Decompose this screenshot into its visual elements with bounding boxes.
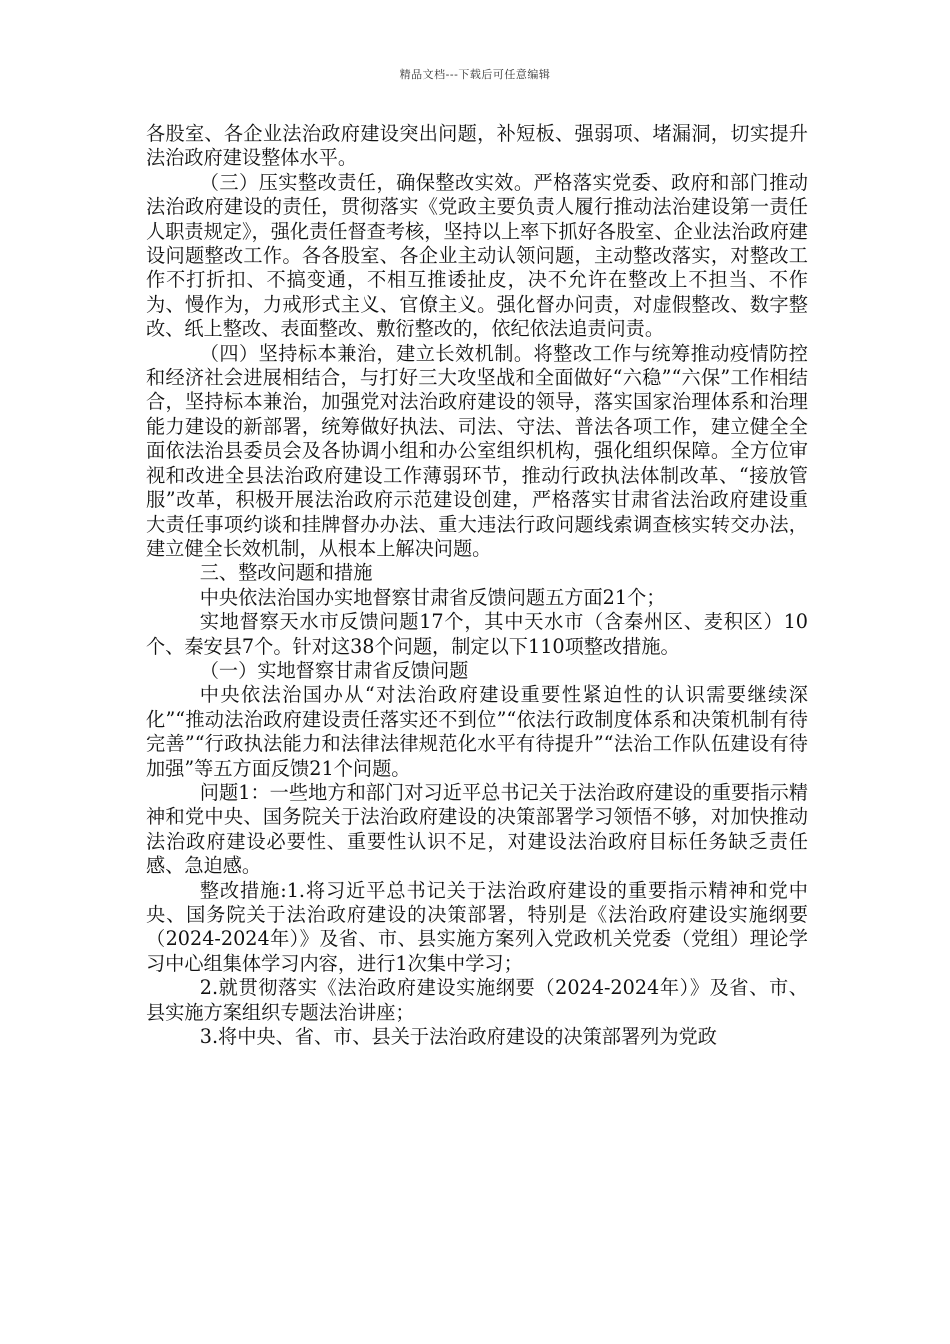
paragraph-measure-1: 整改措施:1.将习近平总书记关于法治政府建设的重要指示精神和党中央、国务院关于法治政府建设的决策部署，特别是《法治政府建设实施纲要（2024-2024年）》及省、市、县实施方案列入党政机关党委（党组）理论学习中心组集体学习内容，进行1次集中学习； [146, 878, 808, 975]
paragraph-section-4: （四）坚持标本兼治，建立长效机制。将整改工作与统筹推动疫情防控和经济社会进展相结合，与打好三大攻坚战和全面做好“六稳”“六保”工作相结合，坚持标本兼治，加强党对法治政府建设的领导，落实国家治理体系和治理能力建设的新部署，统筹做好执法、司法、守法、普法各项工作，建立健全全面依法治县委员会及各协调小组和办公室组织机构，强化组织保障。全方位审视和改进全县法治政府建设工作薄弱环节，推动行政执法体制改革、“接放管服”改革，积极开展法治政府示范建设创建，严格落实甘肃省法治政府建设重大责任事项约谈和挂牌督办办法、重大违法行政问题线索调查核实转交办法，建立健全长效机制，从根本上解决问题。 [146, 341, 808, 560]
subheading-province-feedback: （一）实地督察甘肃省反馈问题 [199, 658, 469, 682]
paragraph-section-3: （三）压实整改责任，确保整改实效。严格落实党委、政府和部门推动法治政府建设的责任，贯彻落实《党政主要负责人履行推动法治建设第一责任人职责规定》，强化责任督查考核，坚持以上率下抓好各股室、企业法治政府建设问题整改工作。各各股室、各企业主动认领问题，主动整改落实，对整改工作不打折扣、不搞变通，不相互推诿扯皮，决不允许在整改上不担当、不作为、慢作为，力戒形式主义、官僚主义。强化督办问责，对虚假整改、数字整改、纸上整改、表面整改、敷衍整改的，依纪依法追责问责。 [146, 170, 808, 341]
paragraph-city-issues: 实地督察天水市反馈问题17个，其中天水市（含秦州区、麦积区）10个、秦安县7个。针对这38个问题，制定以下110项整改措施。 [146, 610, 808, 658]
page-header: 精品文档---下载后可任意编辑 [399, 68, 551, 81]
paragraph-five-aspects: 中央依法治国办从“对法治政府建设重要性紧迫性的认识需要继续深化”“推动法治政府建设责任落实还不到位”“依法行政制度体系和决策机制有待完善”“行政执法能力和法律法律规范化水平有待提升”“法治工作队伍建设有待加强”等五方面反馈21个问题。 [146, 683, 808, 780]
paragraph-measure-3: 3.将中央、省、市、县关于法治政府建设的决策部署列为党政 [199, 1025, 717, 1049]
paragraph-measure-2: 2.就贯彻落实《法治政府建设实施纲要（2024-2024年）》及省、市、县实施方案组织专题法治讲座； [146, 976, 808, 1024]
paragraph-province-issues: 中央依法治国办实地督察甘肃省反馈问题五方面21个； [199, 585, 666, 609]
heading-rectification: 三、整改问题和措施 [199, 561, 373, 585]
paragraph-problem-1: 问题1：一些地方和部门对习近平总书记关于法治政府建设的重要指示精神和党中央、国务院关于法治政府建设的决策部署学习领悟不够，对加快推动法治政府建设必要性、重要性认识不足，对建设法治政府目标任务缺乏责任感、急迫感。 [146, 780, 808, 878]
paragraph-1: 各股室、各企业法治政府建设突出问题，补短板、强弱项、堵漏洞，切实提升法治政府建设整体水平。 [146, 122, 808, 170]
document-body [146, 122, 808, 1049]
